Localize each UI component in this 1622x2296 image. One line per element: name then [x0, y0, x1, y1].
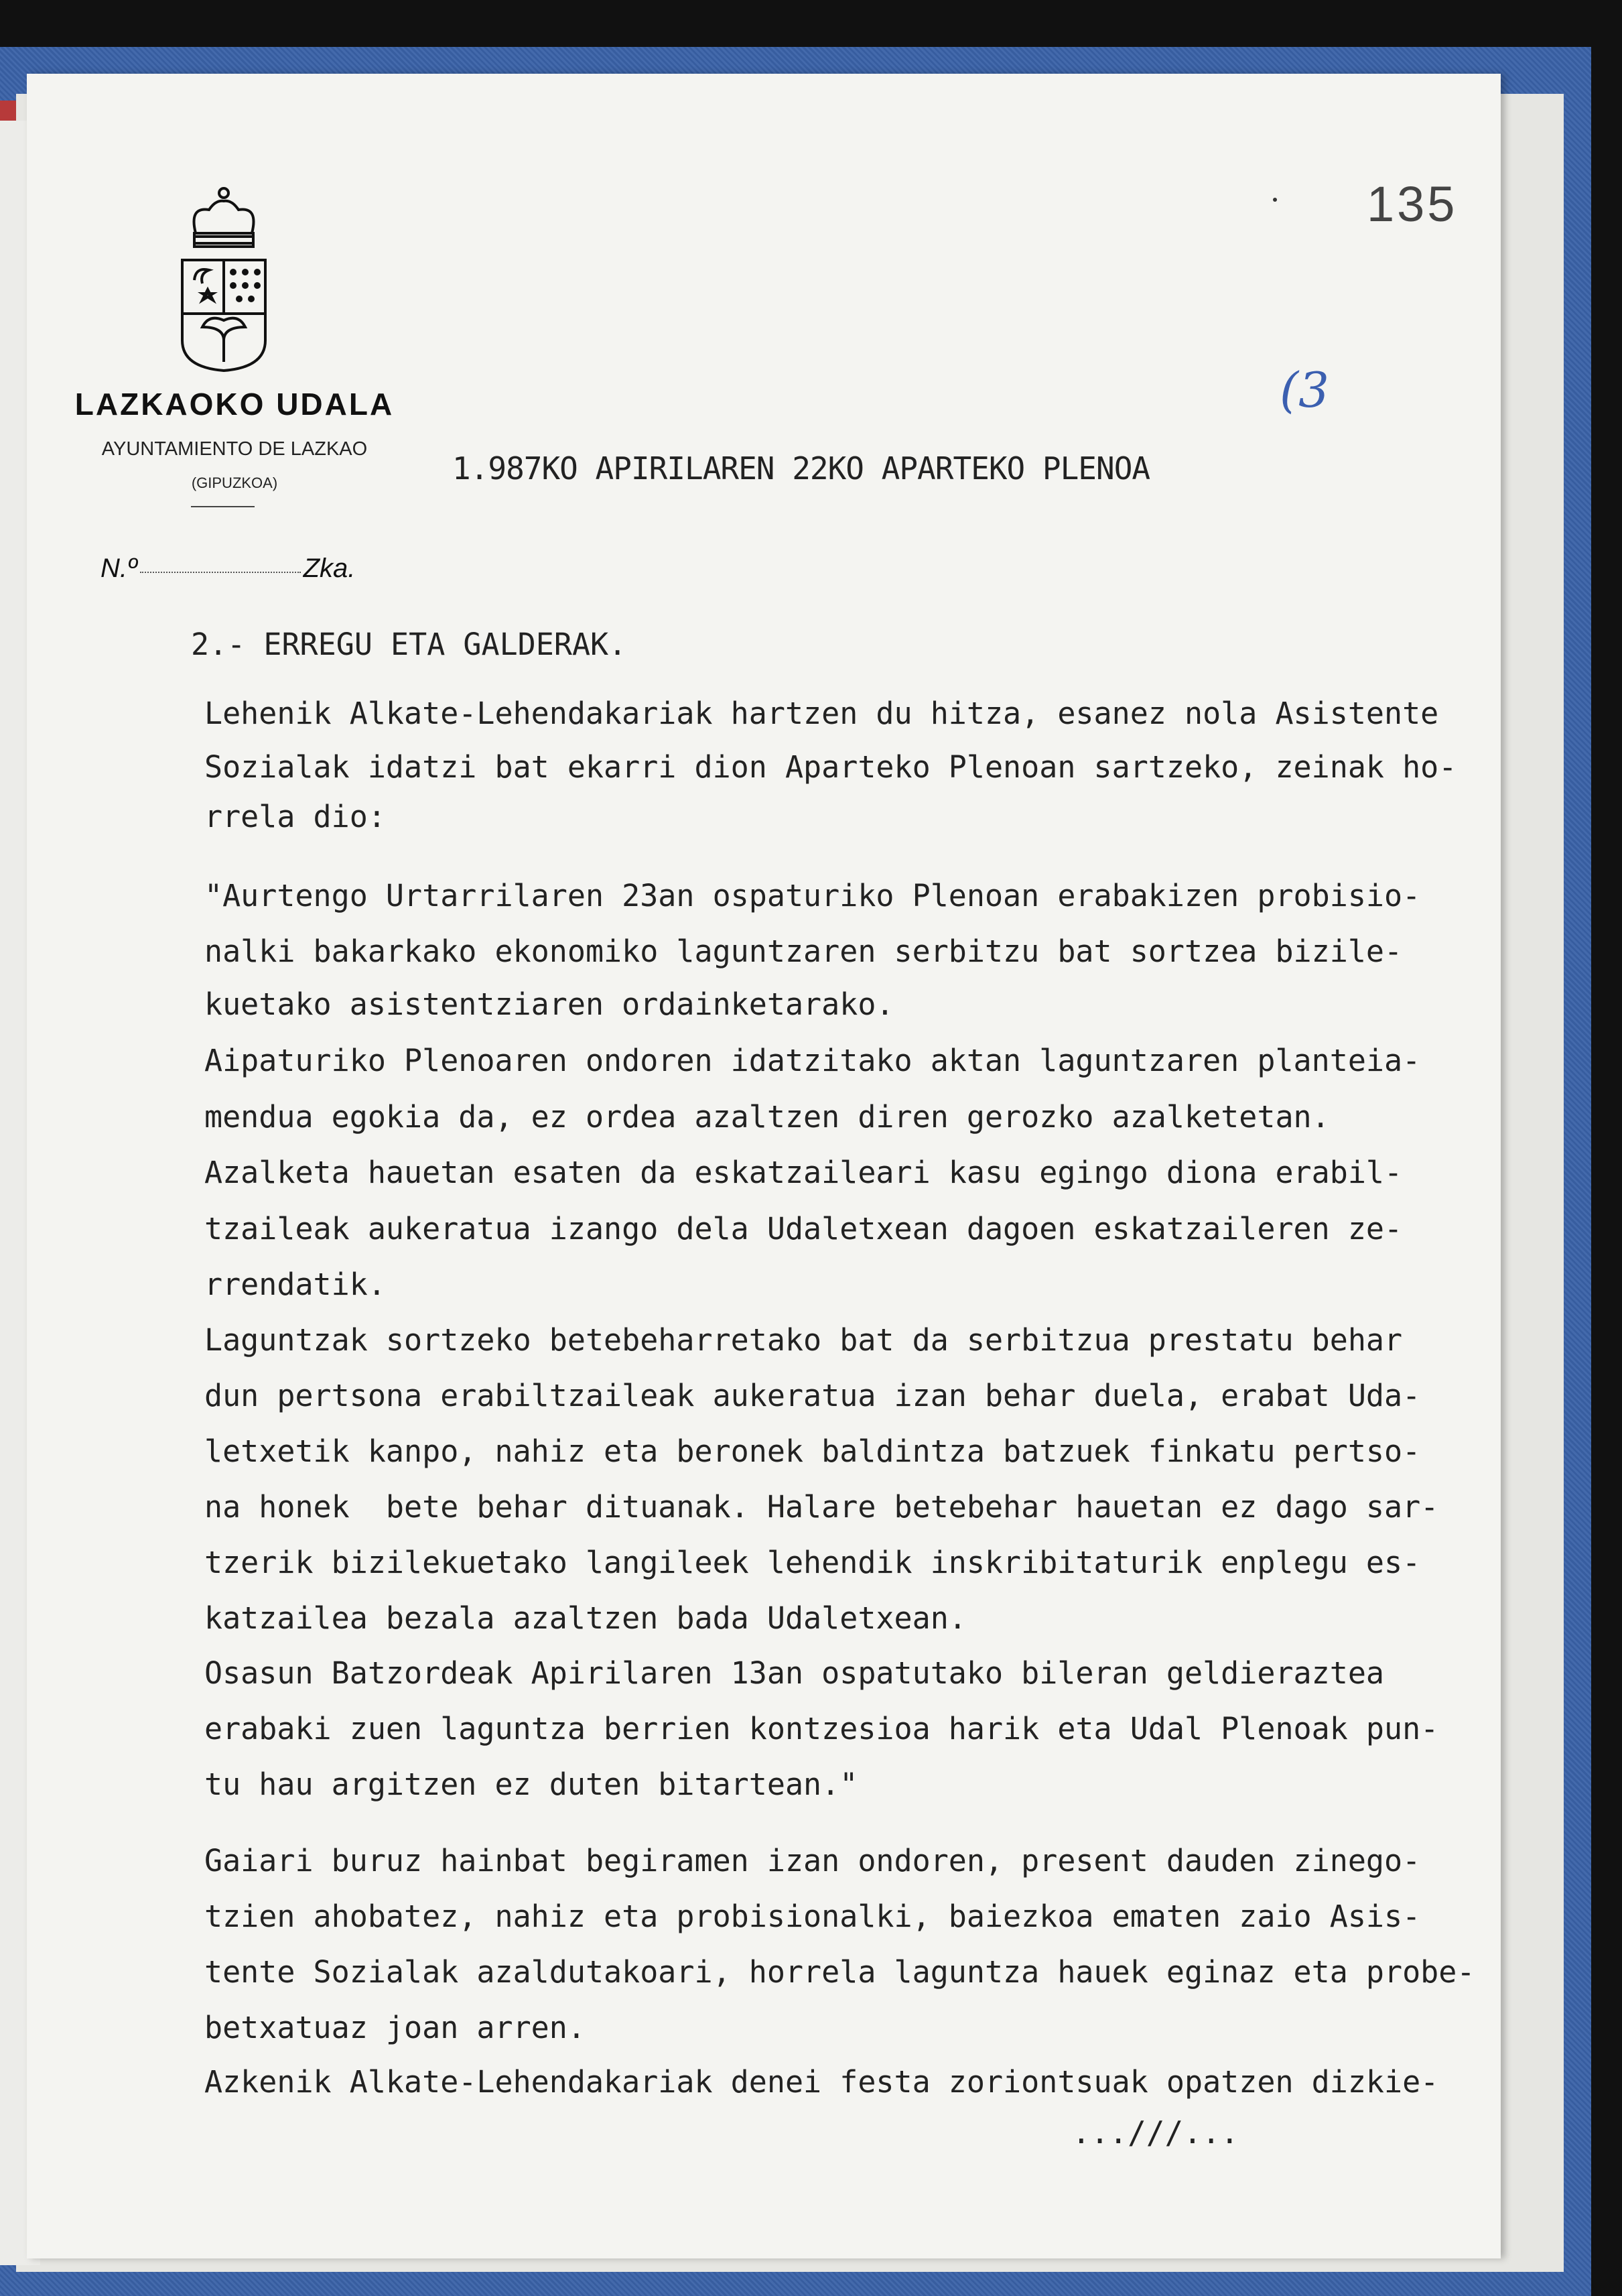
- body-line: kuetako asistentziaren ordainketarako.: [204, 986, 894, 1022]
- body-line: Azalketa hauetan esaten da eskatzaileari kasu egingo diona erabil-: [204, 1155, 1403, 1190]
- section-heading: 2.- ERREGU ETA GALDERAK.: [191, 627, 627, 662]
- page-number: 135: [1367, 176, 1458, 232]
- body-line: "Aurtengo Urtarrilaren 23an ospaturiko Plenoan erabakizen probisio-: [204, 878, 1421, 913]
- document-title: 1.987KO APIRILAREN 22KO APARTEKO PLENOA: [452, 450, 1150, 487]
- body-line: rrela dio:: [204, 799, 386, 834]
- org-province: (GIPUZKOA): [191, 474, 278, 491]
- org-subtitle: AYUNTAMIENTO DE LAZKAO: [101, 438, 368, 460]
- body-line: na honek bete behar dituanak. Halare betebehar hauetan ez dago sar-: [204, 1489, 1439, 1525]
- body-line: tu hau argitzen ez duten bitartean.": [204, 1767, 858, 1802]
- body-line: nalki bakarkako ekonomiko laguntzaren serbitzu bat sortzea bizile-: [204, 934, 1403, 969]
- body-line: katzailea bezala azaltzen bada Udaletxean.: [204, 1600, 967, 1636]
- body-line: mendua egokia da, ez ordea azaltzen diren gerozko azalketetan.: [204, 1099, 1330, 1135]
- handwritten-mark: (3: [1280, 362, 1329, 418]
- body-line: Azkenik Alkate-Lehendakariak denei festa zoriontsuak opatzen dizkie-: [204, 2064, 1439, 2100]
- numref-suffix: Zka.: [303, 554, 356, 583]
- org-divider: [191, 506, 255, 507]
- body-line: Sozialak idatzi bat ekarri dion Aparteko Plenoan sartzeko, zeinak ho-: [204, 749, 1457, 785]
- ink-dot: [1273, 198, 1277, 202]
- body-line: tzerik bizilekuetako langileek lehendik inskribitaturik enplegu es-: [204, 1545, 1421, 1580]
- body-line: erabaki zuen laguntza berrien kontzesioa harik eta Udal Plenoak pun-: [204, 1711, 1439, 1746]
- numref-dotted-line: [140, 572, 301, 573]
- body-line: rrendatik.: [204, 1267, 386, 1302]
- body-line: tente Sozialak azaldutakoari, horrela laguntza hauek eginaz eta probe-: [204, 1954, 1475, 1990]
- body-line: Aipaturiko Plenoaren ondoren idatzitako aktan laguntzaren planteia-: [204, 1043, 1421, 1078]
- coat-of-arms-icon: [176, 186, 272, 375]
- continuation-mark: ...///...: [1072, 2114, 1239, 2151]
- numref-prefix: N.º: [100, 554, 137, 583]
- body-line: dun pertsona erabiltzaileak aukeratua izan behar duela, erabat Uda-: [204, 1378, 1421, 1413]
- reference-number-field: [100, 554, 355, 584]
- body-line: Gaiari buruz hainbat begiramen izan ondoren, present dauden zinego-: [204, 1843, 1421, 1878]
- body-line: betxatuaz joan arren.: [204, 2010, 586, 2045]
- body-line: Laguntzak sortzeko betebeharretako bat da serbitzua prestatu behar: [204, 1322, 1403, 1358]
- org-name: LAZKAOKO UDALA: [74, 387, 395, 422]
- body-line: tzien ahobatez, nahiz eta probisionalki, baiezkoa ematen zaio Asis-: [204, 1899, 1421, 1934]
- body-line: Osasun Batzordeak Apirilaren 13an ospatutako bileran geldieraztea: [204, 1655, 1384, 1691]
- body-line: letxetik kanpo, nahiz eta beronek baldintza batzuek finkatu pertso-: [204, 1433, 1421, 1469]
- body-line: Lehenik Alkate-Lehendakariak hartzen du hitza, esanez nola Asistente: [204, 696, 1439, 731]
- body-line: tzaileak aukeratua izango dela Udaletxean dagoen eskatzaileren ze-: [204, 1211, 1403, 1247]
